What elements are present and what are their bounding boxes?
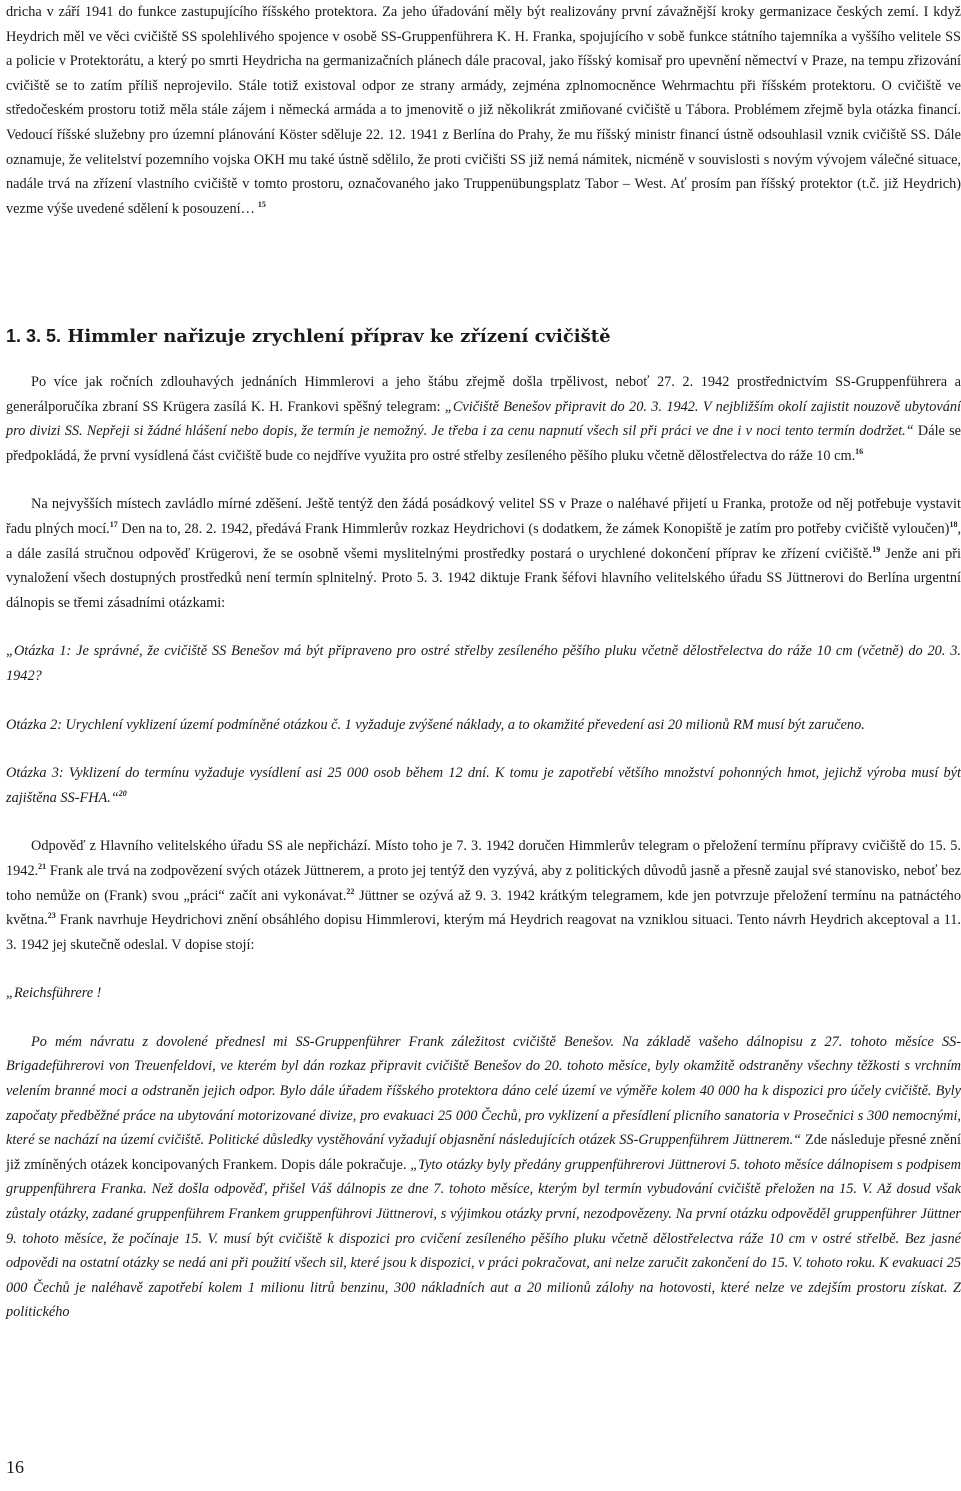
question-1: „Otázka 1: Je správné, že cvičiště SS Benešov má být připraveno pro ostré střelby zesíleného pěšího pluku včetně dělostřelectva do ráže 10 cm (včetně) do 20. 3. 1942? [6,643,961,684]
footnote-ref: 20 [118,788,127,798]
top-paragraph [6,0,961,221]
paragraph-text: Jenže ani při vynaložení všech dostupných prostředků není termín splnitelný. Proto 5. 3. 1942 diktuje Frank šéfovi hlavního velitelského úřadu SS Jüttnerovi do Berlína urgentní dálnopis se třemi zásadními otázkami: [6,545,961,611]
question-2: Otázka 2: Urychlení vyklizení území podmíněné otázkou č. 1 vyžaduje zvýšené náklady, a to okamžité převedení asi 20 milionů RM musí být zaručeno. [6,716,865,733]
paragraph-text: Dále se předpokládá, že první vysídlená část cvičiště bude co nejdříve využita pro ostré střelby zesíleného pěšího pluku včetně dělostřelectva do ráže 10 cm. [6,423,961,464]
footnote-ref: 22 [346,886,355,896]
footnote-ref: 23 [47,911,56,921]
letter-quote: Po mém návratu z dovolené přednesl mi SS-Gruppenführer Frank záležitost cvičiště Benešov. Na základě vašeho dálnopisu z 27. tohoto měsíce SS-Brigadeführerovi von Treuenfeldovi, ve kterém byl dán rozkaz připravit cvičiště Benešov do 20. tohoto měsíce, byly okamžitě odstraněny všechny těžkosti s vrchním velením branné moci a odstraněn jejich odpor. Bylo dále úřadem říšského protektora dáno celé území ve výměře kolem 40 000 ha k dispozici pro účely cvičiště. Byly započaty předběžné práce na ubytování motorizované divize, pro evakuaci 25 000 Čechů, pro vyklizení a přesídlení plicního sanatoria v Prosečnici s 300 nemocnými, které se nachází na území cvičiště. Politické důsledky vystěhování vyžadují objasnění následujících otázek SS-Gruppenführem Jüttnerem.“ [6,1033,961,1149]
paragraph-text: Den na to, 28. 2. 1942, předává Frank Himmlerův rozkaz Heydrichovi (s dodatkem, že zámek Konopiště je zatím pro potřeby cvičiště vyloučen) [117,520,950,537]
question-text: Otázka 3: Vyklizení do termínu vyžaduje vysídlení asi 25 000 osob během 12 dní. K tomu je zapotřebí většího množství pohonných hmot, jejichž výroba musí být zajištěna SS-FHA.“ [6,765,961,806]
paragraph [6,492,961,615]
footnote-ref: 15 [257,199,266,209]
footnote-ref: 19 [872,544,881,554]
letter-body [6,1030,961,1325]
section-heading [6,326,611,347]
page-number: 16 [6,1457,24,1477]
paragraph-text: Na nejvyšších místech zavládlo mírné zděšení. Ještě tentýž den žádá posádkový velitel SS v Praze o naléhavé přijetí u Franka, protože od něj potřebuje vystavit řadu plných mocí. [6,496,961,537]
footnote-ref: 21 [38,862,47,872]
section-number: 1. 3. 5. [6,326,62,346]
paragraph-text: Odpověď z Hlavního velitelského úřadu SS ale nepřichází. Místo toho je 7. 3. 1942 doručen Himmlerův telegram o přeložení termínu přípravy cvičiště do 15. 5. 1942. [6,838,961,879]
footnote-ref: 17 [109,520,118,530]
section-title: Himmler nařizuje zrychlení příprav ke zřízení cvičiště [67,326,611,347]
paragraph [6,0,961,221]
paragraph [6,370,961,468]
paragraph-text: Zde následuje přesné znění již zmíněných otázek koncipovaných Frankem. Dopis dále pokračuje. [6,1132,961,1173]
paragraph-text: dricha v září 1941 do funkce zastupujícího říšského protektora. Za jeho úřadování měly být realizovány první závažnější kroky germanizace českých zemí. I když Heydrich měl ve věci cvičiště SS spolehlivého spojence v osobě SS-Gruppenführera K. H. Franka, spojujícího v sobě funkce státního tajemníka a vyššího velitele SS a policie v Protektorátu, a který po smrti Heydricha na germanizačních plánech dále pracoval, jako říšský komisař pro upevnění němectví v Praze, na tempu zřizování cvičiště se to zatím příliš neprojevilo. Stále totiž existoval odpor ze strany armády, zejména zplnomocněnce Wehrmachtu při říšském protektoru. O cvičiště ve středočeském prostoru totiž měla stále zájem i německá armáda a to jmenovitě o již několikrát zmiňované cvičiště u Tábora. Problémem zřejmě byla otázka financí. Vedoucí říšské služebny pro územní plánování Köster sděluje 22. 12. 1941 z Berlína do Prahy, že mu říšský ministr financí ústně odsouhlasil vznik cvičiště SS. Dále oznamuje, že velitelství pozemního vojska OKH mu také ústně sdělilo, že proti cvičišti SS již nemá námitek, nicméně v souvislosti s novým vývojem válečné situace, nadále trvá na zřízení vlastního cvičiště v tomto prostoru, označovaného jako Truppenübungsplatz Tabor – West. Ať prosím pan říšský protektor (t.č. již Heydrich) vezme výše uvedené sdělení k posouzení… [6,4,961,217]
paragraph [6,834,961,957]
question-3 [6,761,961,810]
paragraph-text: , a dále zasílá stručnou odpověď Krügerovi, že se osobně všemi myslitelnými prostředky postará o urychlené dokončení příprav ke zřízení cvičiště. [6,520,961,562]
footnote-ref: 18 [949,520,958,530]
paragraph-text: Frank navrhuje Heydrichovi znění obsáhlého dopisu Himmlerovi, kterým má Heydrich reagovat na vzniklou situaci. Tento návrh Heydrich akceptoval a 11. 3. 1942 jej skutečně odeslal. V dopise stojí: [6,912,961,953]
quoted-telegram: „Cvičiště Benešov připravit do 20. 3. 1942. V nejbližším okolí zajistit nouzově ubytování pro divizi SS. Nepřeji si žádné hlášení nebo dopis, že termín je nemožný. Je třeba i za cenu napnutí všech sil při práci ve dne i v noci tento termín dodržet.“ [6,398,961,440]
main-text [6,370,961,1325]
paragraph-text: Frank ale trvá na zodpovězení svých otázek Jüttnerem, a proto jej tentýž den vyzývá, aby z politických důvodů jasně a přesně zaujal své stanovisko, neboť bez toho nemůže on (Frank) svou „práci“ začít ani vykonávat. [6,862,961,904]
paragraph-text: Po více jak ročních zdlouhavých jednáních Himmlerovi a jeho štábu zřejmě došla trpělivost, neboť 27. 2. 1942 prostřednictvím SS-Gruppenführera a generálporučíka zbraní SS Krügera zasílá K. H. Frankovi spěšný telegram: [6,374,961,415]
paragraph-text: Jüttner se ozývá až 9. 3. 1942 krátkým telegramem, kde jen potvrzuje přeložení termínu na patnáctého května. [6,887,961,929]
letter-quote: „Tyto otázky byly předány gruppenführerovi Jüttnerovi 5. tohoto měsíce dálnopisem s podpisem gruppenführera Franka. Než došla odpověď, přišel Váš dálnopis ze dne 7. tohoto měsíce, kterým byl termín vybudování cvičiště přeložen na 15. V. Až dosud však zůstaly otázky, zadané gruppenführem Frankem gruppenführovi Jüttnerovi, s výjimkou otázky první, nezodpovězeny. Na první otázku odpověděl gruppenführer Jüttner 9. tohoto měsíce, že počínaje 15. V. musí být cvičiště k dispozici pro cvičení zesíleného pěšího pluku včetně dělostřelectva ráže 10 cm v ostré střelbě. Bez jasné odpovědi na ostatní otázky se nedá ani při použití všech sil, které jsou k dispozici, v práci pokračovat, ani nelze zaručit zakončení do 15. V. tohoto roku. K evakuaci 25 000 Čechů je naléhavě zapotřebí kolem 1 milionu litrů benzinu, 300 nákladních aut a 20 milionů zálohy na hotovosti, které nelze ve zdejším prostoru získat. Z politického [6,1156,961,1321]
letter-salutation: „Reichsführere ! [6,985,102,1002]
footnote-ref: 16 [855,447,864,457]
